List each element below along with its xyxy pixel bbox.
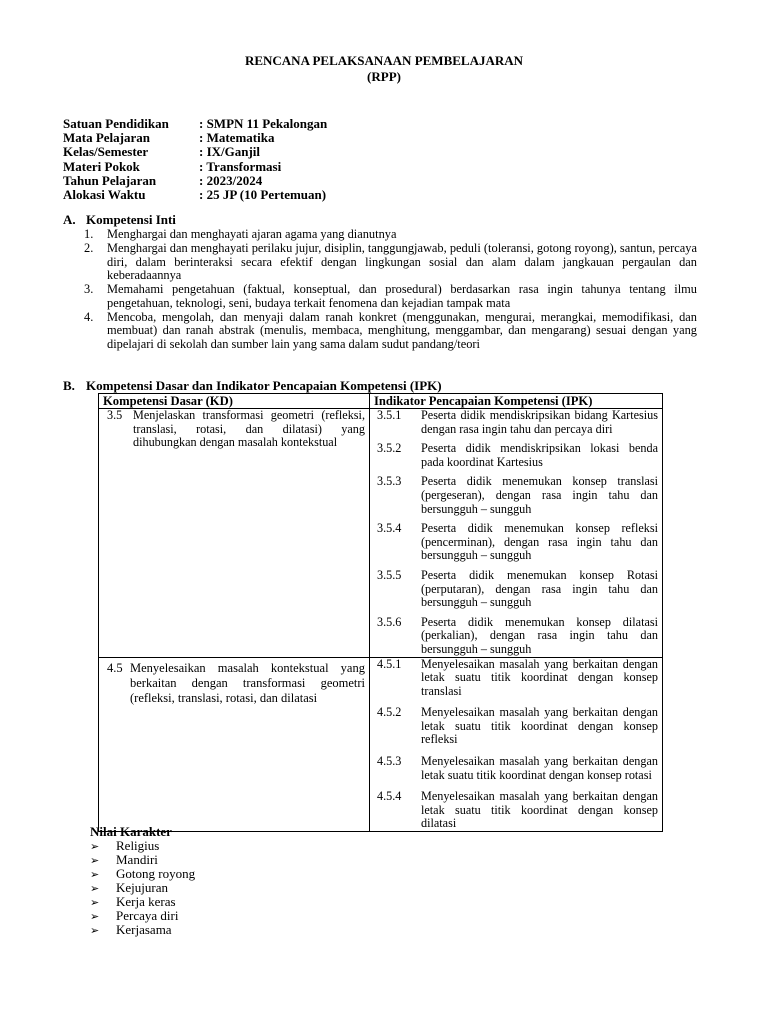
ipk-item [374, 706, 658, 747]
ipk-number: 3.5.3 [377, 474, 402, 489]
section-a-heading [63, 213, 176, 227]
identity-row [63, 145, 327, 159]
column-header-ipk: Indikator Pencapaian Kompetensi (IPK) [370, 394, 663, 409]
table-row [99, 657, 663, 832]
ipk-text: Menyelesaikan masalah yang berkaitan dengan letak suatu titik koordinat dengan konsep dilatasi [421, 789, 658, 831]
identity-label: Materi Pokok [63, 158, 140, 174]
identity-block [63, 117, 327, 202]
kd-cell [99, 657, 370, 832]
kd-ipk-table [98, 393, 663, 832]
list-text: Religius [116, 838, 160, 853]
ipk-item [374, 616, 658, 657]
ipk-cell [370, 409, 663, 658]
ipk-text: Menyelesaikan masalah yang berkaitan dengan letak suatu titik koordinat dengan konsep refleksi [421, 705, 658, 747]
ipk-text: Peserta didik menemukan konsep Rotasi (perputaran), dengan rasa ingin tahu dan bersungguh – sungguh [421, 567, 658, 610]
identity-row [63, 188, 327, 202]
section-title: Kompetensi Inti [86, 212, 176, 227]
list-text: Kerjasama [116, 922, 172, 937]
list-text: Percaya diri [116, 908, 179, 923]
ipk-item [374, 475, 658, 516]
list-text: Kerja keras [116, 894, 176, 909]
list-number: 1. [84, 227, 94, 241]
identity-value: : SMPN 11 Pekalongan [199, 116, 328, 131]
section-letter: B. [63, 378, 75, 393]
ipk-number: 3.5.5 [377, 567, 402, 582]
list-text: Mencoba, mengolah, dan menyaji dalam ranah konkret (menggunakan, mengurai, merangkai, memodifikasi, dan membuat) dan ranah abstrak (menulis, membaca, menghitung, menggambar, dan mengarang) sesuai dengan yang dipelajari di sekolah dan sumber lain yang sama dalam sudut pandang/teori [107, 309, 697, 351]
ipk-text: Menyelesaikan masalah yang berkaitan dengan letak suatu titik koordinat dengan konsep rotasi [421, 754, 658, 782]
list-item [90, 909, 195, 923]
kd-entry [103, 658, 365, 706]
list-item [90, 923, 195, 937]
ipk-item [374, 755, 658, 782]
identity-value: : 25 JP (10 Pertemuan) [199, 186, 327, 202]
arrowhead-bullet-icon: ➢ [90, 882, 100, 895]
list-text: Gotong royong [116, 866, 196, 881]
list-item [90, 881, 195, 895]
ipk-number: 4.5.3 [377, 754, 402, 769]
list-text: Mandiri [116, 852, 158, 867]
identity-label: Alokasi Waktu [63, 186, 146, 202]
list-number: 2. [84, 241, 94, 255]
document-subtitle: (RPP) [367, 69, 401, 84]
arrowhead-bullet-icon: ➢ [90, 910, 100, 923]
identity-label: Mata Pelajaran [63, 130, 151, 146]
kd-number: 3.5 [107, 408, 123, 422]
table-header-row [99, 394, 663, 409]
identity-row [63, 174, 327, 188]
ipk-text: Peserta didik menemukan konsep refleksi (pencerminan), dengan rasa ingin tahu dan bersungguh – sungguh [421, 521, 658, 563]
identity-row [63, 131, 327, 145]
ipk-list [374, 409, 658, 657]
kompetensi-inti-list [80, 228, 697, 352]
list-item [90, 839, 195, 853]
list-text: Menghargai dan menghayati perilaku jujur, disiplin, tanggungjawab, peduli (toleransi, gotong royong), santun, percaya diri, dalam berinteraksi secara efektif dengan lingkungan sosial dan alam dalam jangkauan pergaulan dan keberadaannya [107, 241, 697, 282]
arrowhead-bullet-icon: ➢ [90, 868, 100, 881]
kd-number: 4.5 [107, 660, 123, 675]
identity-row [63, 160, 327, 174]
identity-value: : Transformasi [199, 158, 282, 174]
identity-label: Satuan Pendidikan [63, 116, 169, 131]
ipk-text: Peserta didik menemukan konsep dilatasi (perkalian), dengan rasa ingin tahu dan bersungguh – sungguh [421, 614, 658, 656]
ipk-cell [370, 657, 663, 832]
ipk-number: 4.5.1 [377, 656, 402, 671]
ipk-list [374, 658, 658, 832]
section-title: Kompetensi Dasar dan Indikator Pencapaian Kompetensi (IPK) [86, 378, 442, 393]
ipk-text: Peserta didik mendiskripsikan lokasi benda pada koordinat Kartesius [421, 441, 658, 469]
list-text: Memahami pengetahuan (faktual, konseptual, dan prosedural) berdasarkan rasa ingin tahunya tentang ilmu pengetahuan, teknologi, seni, budaya terkait fenomena dan kejadian tampak mata [107, 282, 697, 310]
ipk-number: 3.5.6 [377, 614, 402, 629]
list-text: Menghargai dan menghayati ajaran agama yang dianutnya [107, 227, 397, 241]
identity-value: : IX/Ganjil [199, 144, 261, 160]
arrowhead-bullet-icon: ➢ [90, 896, 100, 909]
list-item [80, 283, 697, 310]
arrowhead-bullet-icon: ➢ [90, 840, 100, 853]
list-item [80, 228, 697, 242]
nilai-karakter-section [90, 824, 195, 937]
ipk-text: Menyelesaikan masalah yang berkaitan dengan letak suatu titik koordinat dengan konsep translasi [421, 656, 658, 698]
ipk-number: 3.5.2 [377, 441, 402, 456]
ipk-item [374, 790, 658, 831]
arrowhead-bullet-icon: ➢ [90, 924, 100, 937]
list-number: 3. [84, 282, 94, 296]
ipk-number: 4.5.2 [377, 705, 402, 720]
ipk-item [374, 658, 658, 699]
list-item [80, 311, 697, 352]
ipk-text: Peserta didik menemukan konsep translasi (pergeseran), dengan rasa ingin tahu dan bersungguh – sungguh [421, 474, 658, 516]
list-item [90, 867, 195, 881]
list-item [90, 895, 195, 909]
list-item [90, 853, 195, 867]
document-title: RENCANA PELAKSANAAN PEMBELAJARAN [244, 53, 524, 68]
ipk-item [374, 442, 658, 469]
ipk-item [374, 409, 658, 436]
kd-text: Menjelaskan transformasi geometri (refleksi, translasi, rotasi, dan dilatasi) yang dihubungkan dengan masalah kontekstual [133, 408, 365, 450]
table-row [99, 409, 663, 658]
ipk-item [374, 569, 658, 610]
kd-cell [99, 409, 370, 658]
list-text: Kejujuran [116, 880, 168, 895]
section-b-heading [63, 379, 442, 393]
identity-row [63, 117, 327, 131]
identity-value: : 2023/2024 [199, 172, 263, 188]
ipk-number: 3.5.4 [377, 521, 402, 536]
identity-label: Tahun Pelajaran [63, 172, 157, 188]
nilai-karakter-heading: Nilai Karakter [90, 824, 172, 839]
ipk-number: 4.5.4 [377, 789, 402, 804]
kd-text: Menyelesaikan masalah kontekstual yang berkaitan dengan transformasi geometri (refleksi, translasi, rotasi, dan dilatasi [130, 660, 365, 705]
identity-value: : Matematika [199, 130, 275, 146]
list-item [80, 242, 697, 283]
section-letter: A. [63, 212, 76, 227]
ipk-text: Peserta didik mendiskripsikan bidang Kartesius dengan rasa ingin tahu dan percaya diri [421, 408, 658, 436]
arrowhead-bullet-icon: ➢ [90, 854, 100, 867]
ipk-number: 3.5.1 [377, 408, 402, 422]
column-header-kd: Kompetensi Dasar (KD) [99, 394, 370, 409]
kd-entry [103, 409, 365, 450]
ipk-item [374, 522, 658, 563]
identity-label: Kelas/Semester [63, 144, 149, 160]
list-number: 4. [84, 309, 94, 324]
